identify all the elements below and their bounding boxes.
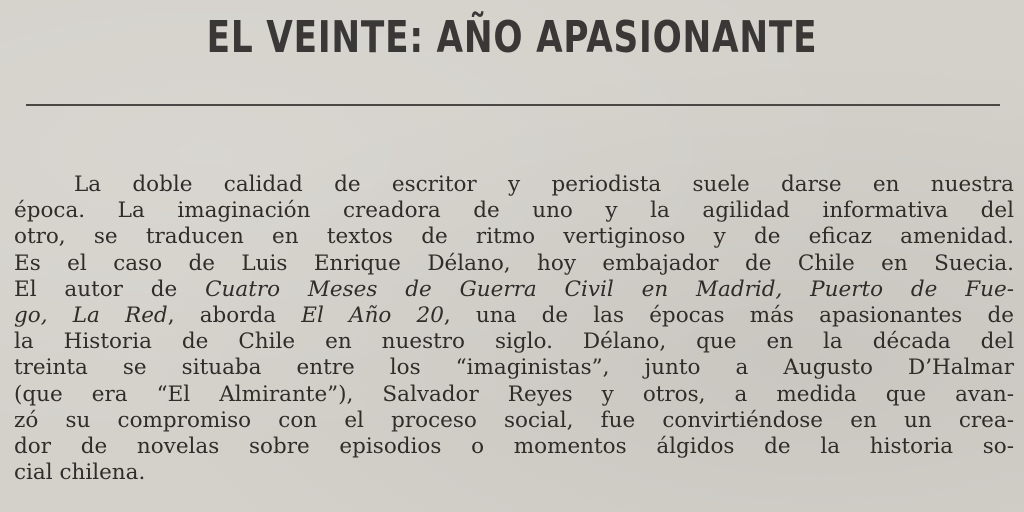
book-titles: Cuatro Meses de Guerra Civil en Madrid, Puerto de Fue- (205, 276, 1014, 302)
book-title: El Año 20 (301, 302, 444, 328)
paragraph-line: Es el caso de Luis Enrique Délano, hoy embajador de Chile en Suecia. (14, 250, 1014, 276)
article-headline: EL VEINTE: AÑO APASIONANTE (206, 12, 818, 63)
paragraph-line: zó su compromiso con el proceso social, fue convirtiéndose en un crea- (14, 407, 1014, 433)
paragraph-line: dor de novelas sobre episodios o momentos álgidos de la historia so- (14, 433, 1014, 459)
paragraph-line: otro, se traducen en textos de ritmo vertiginoso y de eficaz amenidad. (14, 224, 1014, 250)
paragraph-line: go, La Red, aborda El Año 20, una de las épocas más apasionantes de (14, 302, 1014, 328)
paragraph-line: La doble calidad de escritor y periodista suele darse en nuestra (74, 172, 1014, 197)
article-paragraph (14, 172, 1014, 486)
paragraph-line: (que era “El Almirante”), Salvador Reyes y otros, a medida que avan- (14, 381, 1014, 407)
paragraph-line: la Historia de Chile en nuestro siglo. Délano, que en la década del (14, 329, 1014, 355)
headline-divider (26, 104, 1000, 106)
paragraph-line: cial chilena. (14, 460, 146, 486)
book-titles: go, La Red (14, 302, 168, 328)
paragraph-line: El autor de Cuatro Meses de Guerra Civil en Madrid, Puerto de Fue- (14, 276, 1014, 302)
paragraph-line: treinta se situaba entre los “imaginistas”, junto a Augusto D’Halmar (14, 355, 1014, 381)
paragraph-line: época. La imaginación creadora de uno y la agilidad informativa del (14, 198, 1014, 224)
